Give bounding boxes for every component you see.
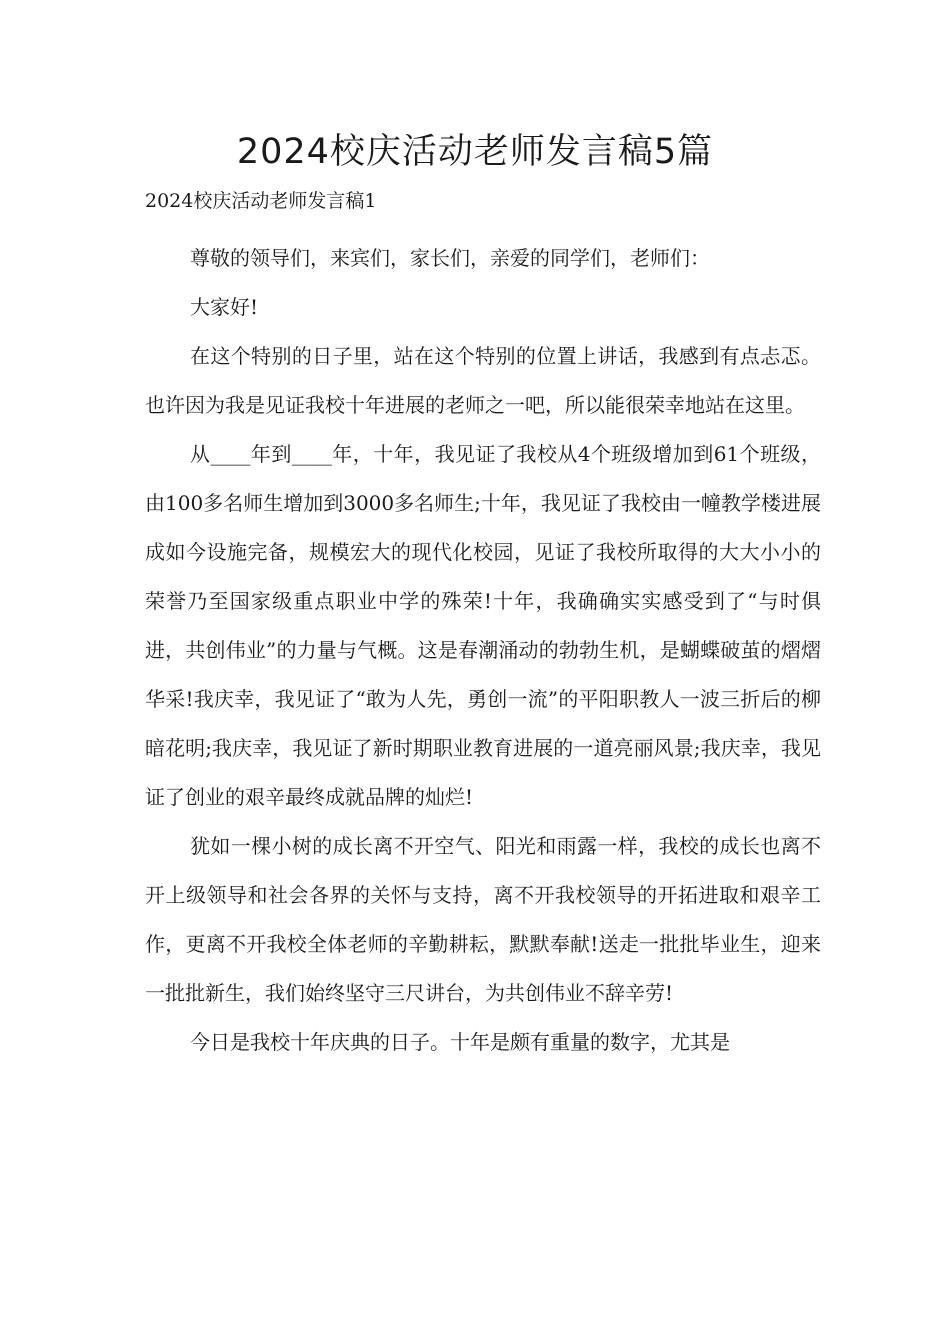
paragraph-ten-years: 从____年到____年，十年，我见证了我校从4个班级增加到61个班级，由100多名师生增加到3000多名师生;十年，我见证了我校由一幢教学楼进展成如今设施完备，规模宏大的现代化校园，见证了我校所取得的大大小小的荣誉乃至国家级重点职业中学的殊荣!十年，我确确实实感受到了“与时俱进，共创伟业”的力量与气概。这是春潮涌动的勃勃生机，是蝴蝶破茧的熠熠华采!我庆幸，我见证了“敢为人先，勇创一流”的平阳职教人一波三折后的柳暗花明;我庆幸，我见证了新时期职业教育进展的一道亮丽风景;我庆幸，我见证了创业的艰辛最终成就品牌的灿烂! <box>145 442 821 809</box>
paragraph-hello: 大家好! <box>190 295 259 319</box>
paragraph-intro: 在这个特别的日子里，站在这个特别的位置上讲话，我感到有点忐忑。也许因为我是见证我校十年进展的老师之一吧，所以能很荣幸地站在这里。 <box>145 344 821 417</box>
paragraph-greeting: 尊敬的领导们，来宾们，家长们，亲爱的同学们，老师们： <box>190 246 710 270</box>
paragraph-growth: 犹如一棵小树的成长离不开空气、阳光和雨露一样，我校的成长也离不开上级领导和社会各界的关怀与支持，离不开我校领导的开拓进取和艰辛工作，更离不开我校全体老师的辛勤耕耘，默默奉献!送走一批批毕业生，迎来一批批新生，我们始终坚守三尺讲台，为共创伟业不辞辛劳! <box>145 834 821 1005</box>
document-body <box>145 234 821 1067</box>
section-title: 2024校庆活动老师发言稿1 <box>145 190 377 212</box>
document-title: 2024校庆活动老师发言稿5篇 <box>236 132 714 172</box>
paragraph-today: 今日是我校十年庆典的日子。十年是颇有重量的数字，尤其是 <box>190 1030 730 1054</box>
